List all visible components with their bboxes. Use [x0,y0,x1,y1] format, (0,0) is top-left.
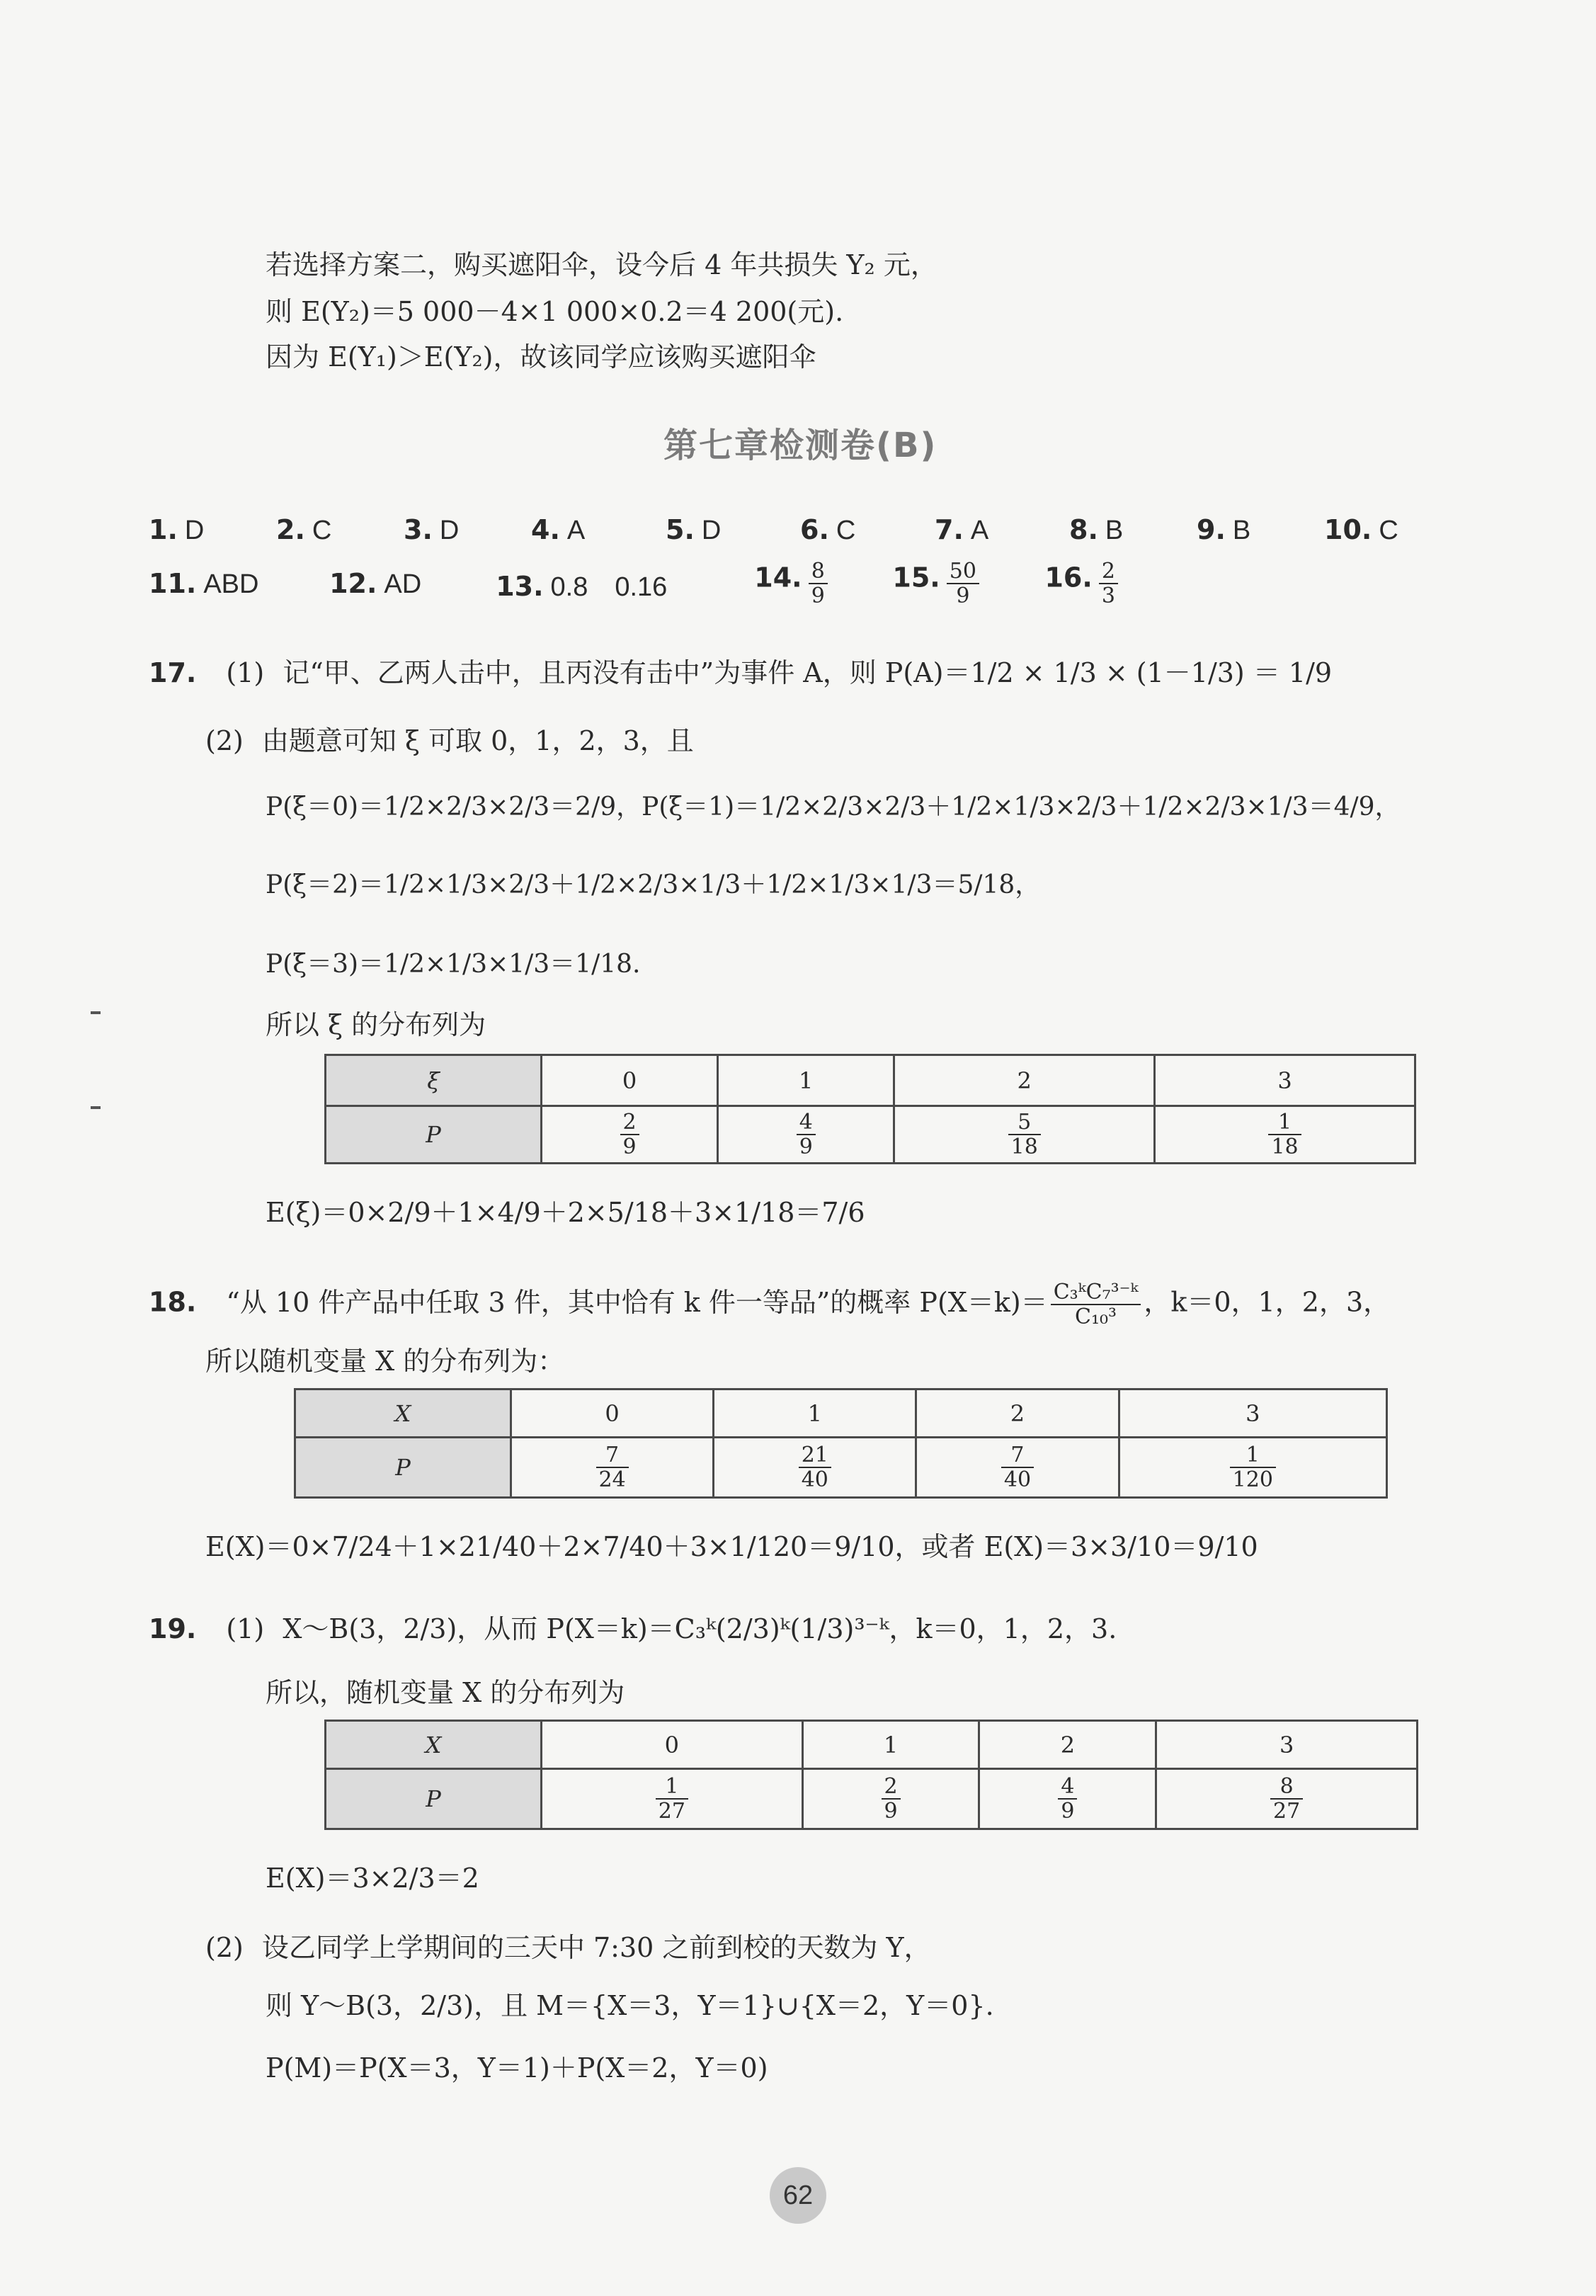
margin-mark [91,1011,101,1014]
intro-line-1: 若选择方案二，购买遮阳伞，设今后 4 年共损失 Y₂ 元， [266,249,937,280]
table-cell-prob: $\frac{4}{9}$ [718,1106,894,1164]
combination-fraction: $\frac{\text{C₃ᵏC₇³⁻ᵏ}}{\text{C₁₀³}}$ [1051,1280,1141,1329]
table-cell-value: 1 [802,1721,979,1769]
answer-16: 16. $\frac{2}{3}$ [1044,559,1179,608]
answer-11: 11. ABD [149,567,259,599]
table-cell-prob: $\frac{4}{9}$ [979,1769,1156,1829]
answer-8: 8. B [1069,514,1124,545]
table-cell-value: 0 [542,1055,718,1106]
fraction: $\frac{50}{9}$ [947,559,979,608]
table-cell-value: 3 [1155,1055,1415,1106]
answer-4: 4. A [531,514,586,545]
q19-part1: 19. (1) X～B(3，2/3)，从而 P(X＝k)＝C₃ᵏ(2/3)ᵏ(1/3)³⁻ᵏ，k＝0，1，2，3. [149,1613,1117,1644]
q19-distribution-table [324,1720,1418,1830]
table-cell-prob: $\frac{7}{40}$ [916,1438,1119,1498]
answer-2: 2. C [276,514,332,545]
answer-15: 15. $\frac{50}{9}$ [892,559,1041,608]
table-cell-value: 3 [1156,1721,1418,1769]
q18-distribution-table [294,1388,1388,1499]
answer-5: 5. D [666,514,722,545]
q17-eq-p3: P(ξ＝3)＝1/2×1/3×1/3＝1/18. [266,950,641,979]
answer-1: 1. D [149,514,205,545]
table-header-probability: P [326,1106,542,1164]
table-cell-prob: $\frac{1}{18}$ [1155,1106,1415,1164]
q17-part2: (2) 由题意可知 ξ 可取 0，1，2，3，且 [205,725,694,756]
table-header-probability: P [326,1769,542,1829]
q19-expectation: E(X)＝3×2/3＝2 [266,1863,479,1894]
fraction: $\frac{2}{3}$ [1099,559,1118,608]
table-cell-prob: $\frac{5}{18}$ [894,1106,1155,1164]
answer-10: 10. C [1324,514,1398,545]
table-cell-value: 2 [979,1721,1156,1769]
q19-dist-intro: 所以，随机变量 X 的分布列为 [266,1677,625,1708]
q19-part2-line3: P(M)＝P(X＝3，Y＝1)＋P(X＝2，Y＝0) [266,2052,768,2084]
section-title: 第七章检测卷(B) [663,426,937,465]
table-cell-value: 0 [542,1721,803,1769]
q17-distribution-table [324,1054,1416,1164]
table-cell-prob: $\frac{2}{9}$ [542,1106,718,1164]
answer-6: 6. C [800,514,856,545]
q19-part2-line2: 则 Y～B(3，2/3)，且 M＝{X＝3，Y＝1}∪{X＝2，Y＝0}. [266,1990,994,2021]
q18-expectation: E(X)＝0×7/24＋1×21/40＋2×7/40＋3×1/120＝9/10，或者 E(X)＝3×3/10＝9/10 [205,1531,1258,1562]
table-cell-value: 1 [718,1055,894,1106]
table-cell-value: 1 [714,1389,916,1438]
answer-12: 12. AD [329,567,422,599]
table-header-probability: P [295,1438,511,1498]
q19-part2: (2) 设乙同学上学期间的三天中 7:30 之前到校的天数为 Y， [205,1932,931,1963]
q17-expectation: E(ξ)＝0×2/9＋1×4/9＋2×5/18＋3×1/18＝7/6 [266,1197,865,1228]
table-cell-value: 2 [916,1389,1119,1438]
margin-mark [91,1106,101,1109]
table-header-variable: X [295,1389,511,1438]
intro-line-3: 因为 E(Y₁)＞E(Y₂)，故该同学应该购买遮阳伞 [266,341,816,373]
answers-row-1 [149,514,1452,546]
q18-statement: 18. “从 10 件产品中任取 3 件，其中恰有 k 件一等品”的概率 P(X＝k)＝ $\frac{\text{C₃ᵏC₇³⁻ᵏ}}{\text{C₁₀³}}$ ，k＝0，1，2，3， [149,1280,1391,1329]
table-cell-prob: $\frac{2}{9}$ [802,1769,979,1829]
q17-eq-p0-p1: P(ξ＝0)＝1/2×2/3×2/3＝2/9，P(ξ＝1)＝1/2×2/3×2/3＋1/2×1/3×2/3＋1/2×2/3×1/3＝4/9， [266,792,1401,822]
table-cell-prob: $\frac{21}{40}$ [714,1438,916,1498]
table-cell-prob: $\frac{1}{120}$ [1119,1438,1386,1498]
q17-eq-p2: P(ξ＝2)＝1/2×1/3×2/3＋1/2×2/3×1/3＋1/2×1/3×1/3＝5/18， [266,870,1041,899]
q17-part1: 17. (1) 记“甲、乙两人击中，且丙没有击中”为事件 A，则 P(A)＝1/2 × 1/3 × (1－1/3) ＝ 1/9 [149,657,1333,688]
answer-14: 14. $\frac{8}{9}$ [754,559,889,608]
table-header-variable: ξ [326,1055,542,1106]
page-number: 62 [770,2167,826,2224]
intro-line-2: 则 E(Y₂)＝5 000－4×1 000×0.2＝4 200(元). [266,296,844,327]
q17-dist-intro: 所以 ξ 的分布列为 [266,1009,486,1040]
fraction: $\frac{8}{9}$ [809,559,828,608]
table-cell-value: 0 [511,1389,714,1438]
table-cell-value: 3 [1119,1389,1386,1438]
q17-p1-formula: 1/2 × 1/3 × (1－1/3) ＝ 1/9 [970,657,1333,688]
answer-9: 9. B [1197,514,1251,545]
table-header-variable: X [326,1721,542,1769]
table-cell-value: 2 [894,1055,1155,1106]
answers-row-2 [149,559,1179,630]
answer-7: 7. A [935,514,989,545]
answer-3: 3. D [404,514,460,545]
table-cell-prob: $\frac{1}{27}$ [542,1769,803,1829]
answer-13: 13. 0.8 0.16 [496,570,668,602]
table-cell-prob: $\frac{7}{24}$ [511,1438,714,1498]
q18-dist-intro: 所以随机变量 X 的分布列为： [205,1346,565,1377]
table-cell-prob: $\frac{8}{27}$ [1156,1769,1418,1829]
